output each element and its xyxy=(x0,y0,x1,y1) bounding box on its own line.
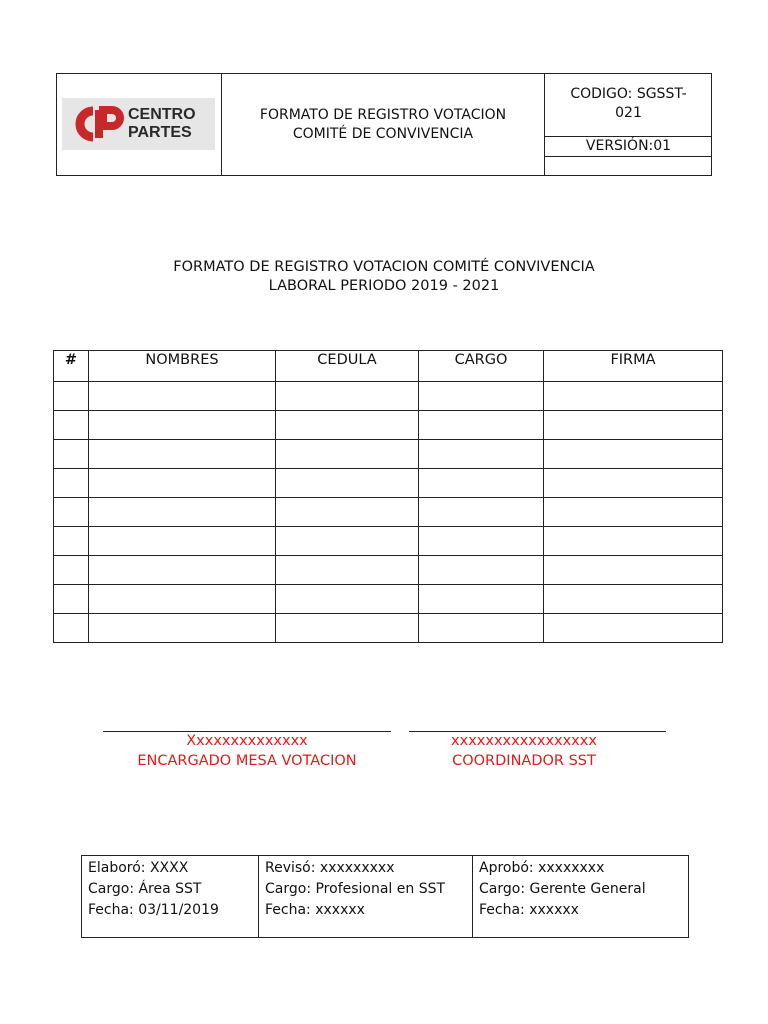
cell-firma[interactable] xyxy=(544,585,723,614)
cp-logo-mark-icon xyxy=(62,98,128,150)
cell-firma[interactable] xyxy=(544,527,723,556)
cell-firma[interactable] xyxy=(544,614,723,643)
header-title xyxy=(222,74,544,175)
page-title-line1: FORMATO DE REGISTRO VOTACION COMITÉ CONVIVENCIA xyxy=(173,259,595,275)
elaboro-name: Elaboró: XXXX xyxy=(88,860,189,876)
cell-cargo[interactable] xyxy=(419,411,544,440)
approval-row xyxy=(82,856,689,938)
column-header-cargo: CARGO xyxy=(419,351,544,382)
cell-nombres[interactable] xyxy=(89,556,276,585)
elaboro-fecha: Fecha: 03/11/2019 xyxy=(88,902,219,918)
cell-cedula[interactable] xyxy=(276,614,419,643)
cell-firma[interactable] xyxy=(544,469,723,498)
cell-number[interactable] xyxy=(54,469,89,498)
cell-cedula[interactable] xyxy=(276,382,419,411)
cell-number[interactable] xyxy=(54,527,89,556)
cell-cargo[interactable] xyxy=(419,585,544,614)
cell-nombres[interactable] xyxy=(89,469,276,498)
elaboro-cargo: Cargo: Área SST xyxy=(88,881,202,897)
table-row xyxy=(54,382,723,411)
cell-nombres[interactable] xyxy=(89,585,276,614)
cell-cedula[interactable] xyxy=(276,440,419,469)
cell-cargo[interactable] xyxy=(419,527,544,556)
cell-nombres[interactable] xyxy=(89,382,276,411)
cell-firma[interactable] xyxy=(544,411,723,440)
cell-number[interactable] xyxy=(54,585,89,614)
cell-number[interactable] xyxy=(54,382,89,411)
cell-number[interactable] xyxy=(54,440,89,469)
column-header-firma: FIRMA xyxy=(544,351,723,382)
voter-registry-table xyxy=(53,350,723,643)
cell-number[interactable] xyxy=(54,556,89,585)
cell-cargo[interactable] xyxy=(419,440,544,469)
aprobo-name: Aprobó: xxxxxxxx xyxy=(479,860,605,876)
reviso-cell xyxy=(259,856,473,938)
cell-cedula[interactable] xyxy=(276,556,419,585)
cell-firma[interactable] xyxy=(544,556,723,585)
cell-number[interactable] xyxy=(54,614,89,643)
logo-text-bottom: PARTES xyxy=(128,124,192,141)
cell-cedula[interactable] xyxy=(276,585,419,614)
signature-name-right: xxxxxxxxxxxxxxxxx xyxy=(451,733,597,749)
header-title-line1: FORMATO DE REGISTRO VOTACION xyxy=(259,106,507,123)
cell-cedula[interactable] xyxy=(276,411,419,440)
header-divider xyxy=(544,156,712,157)
cell-cedula[interactable] xyxy=(276,469,419,498)
approval-table xyxy=(81,855,689,938)
reviso-fecha: Fecha: xxxxxx xyxy=(265,902,365,918)
signature-role-right: COORDINADOR SST xyxy=(452,753,596,769)
aprobo-fecha: Fecha: xxxxxx xyxy=(479,902,579,918)
document-code-line2: 021 xyxy=(615,105,642,121)
cell-nombres[interactable] xyxy=(89,411,276,440)
table-row xyxy=(54,411,723,440)
signature-block-right xyxy=(409,730,639,770)
cell-cargo[interactable] xyxy=(419,382,544,411)
document-code-line1: CODIGO: SGSST- xyxy=(570,86,687,102)
column-header-number: # xyxy=(54,351,89,382)
cell-nombres[interactable] xyxy=(89,614,276,643)
cell-cargo[interactable] xyxy=(419,498,544,527)
column-header-nombres: NOMBRES xyxy=(89,351,276,382)
cell-firma[interactable] xyxy=(544,440,723,469)
cell-nombres[interactable] xyxy=(89,498,276,527)
header-title-line2: COMITÉ DE CONVIVENCIA xyxy=(292,125,474,142)
signature-block-left xyxy=(103,730,391,770)
table-row xyxy=(54,469,723,498)
reviso-name: Revisó: xxxxxxxxx xyxy=(265,860,395,876)
aprobo-cell xyxy=(473,856,689,938)
signature-name-left: Xxxxxxxxxxxxxx xyxy=(186,733,308,749)
reviso-cargo: Cargo: Profesional en SST xyxy=(265,881,446,897)
table-header-row xyxy=(54,351,723,382)
document-version: VERSIÓN:01 xyxy=(585,138,672,154)
page-title xyxy=(56,258,712,296)
table-row xyxy=(54,440,723,469)
aprobo-cargo: Cargo: Gerente General xyxy=(479,881,646,897)
company-logo xyxy=(62,98,215,150)
table-row xyxy=(54,556,723,585)
table-row xyxy=(54,527,723,556)
cell-firma[interactable] xyxy=(544,382,723,411)
page-title-line2: LABORAL PERIODO 2019 - 2021 xyxy=(268,278,500,294)
cell-nombres[interactable] xyxy=(89,440,276,469)
cell-firma[interactable] xyxy=(544,498,723,527)
cell-cedula[interactable] xyxy=(276,498,419,527)
table-row xyxy=(54,585,723,614)
cell-number[interactable] xyxy=(54,411,89,440)
cell-cedula[interactable] xyxy=(276,527,419,556)
cell-number[interactable] xyxy=(54,498,89,527)
cell-nombres[interactable] xyxy=(89,527,276,556)
cell-cargo[interactable] xyxy=(419,556,544,585)
cell-cargo[interactable] xyxy=(419,469,544,498)
column-header-cedula: CEDULA xyxy=(276,351,419,382)
document-code xyxy=(545,82,712,126)
signature-role-left: ENCARGADO MESA VOTACION xyxy=(137,753,357,769)
elaboro-cell xyxy=(82,856,259,938)
table-row xyxy=(54,498,723,527)
cell-cargo[interactable] xyxy=(419,614,544,643)
logo-text-top: CENTRO xyxy=(128,106,196,123)
table-row xyxy=(54,614,723,643)
